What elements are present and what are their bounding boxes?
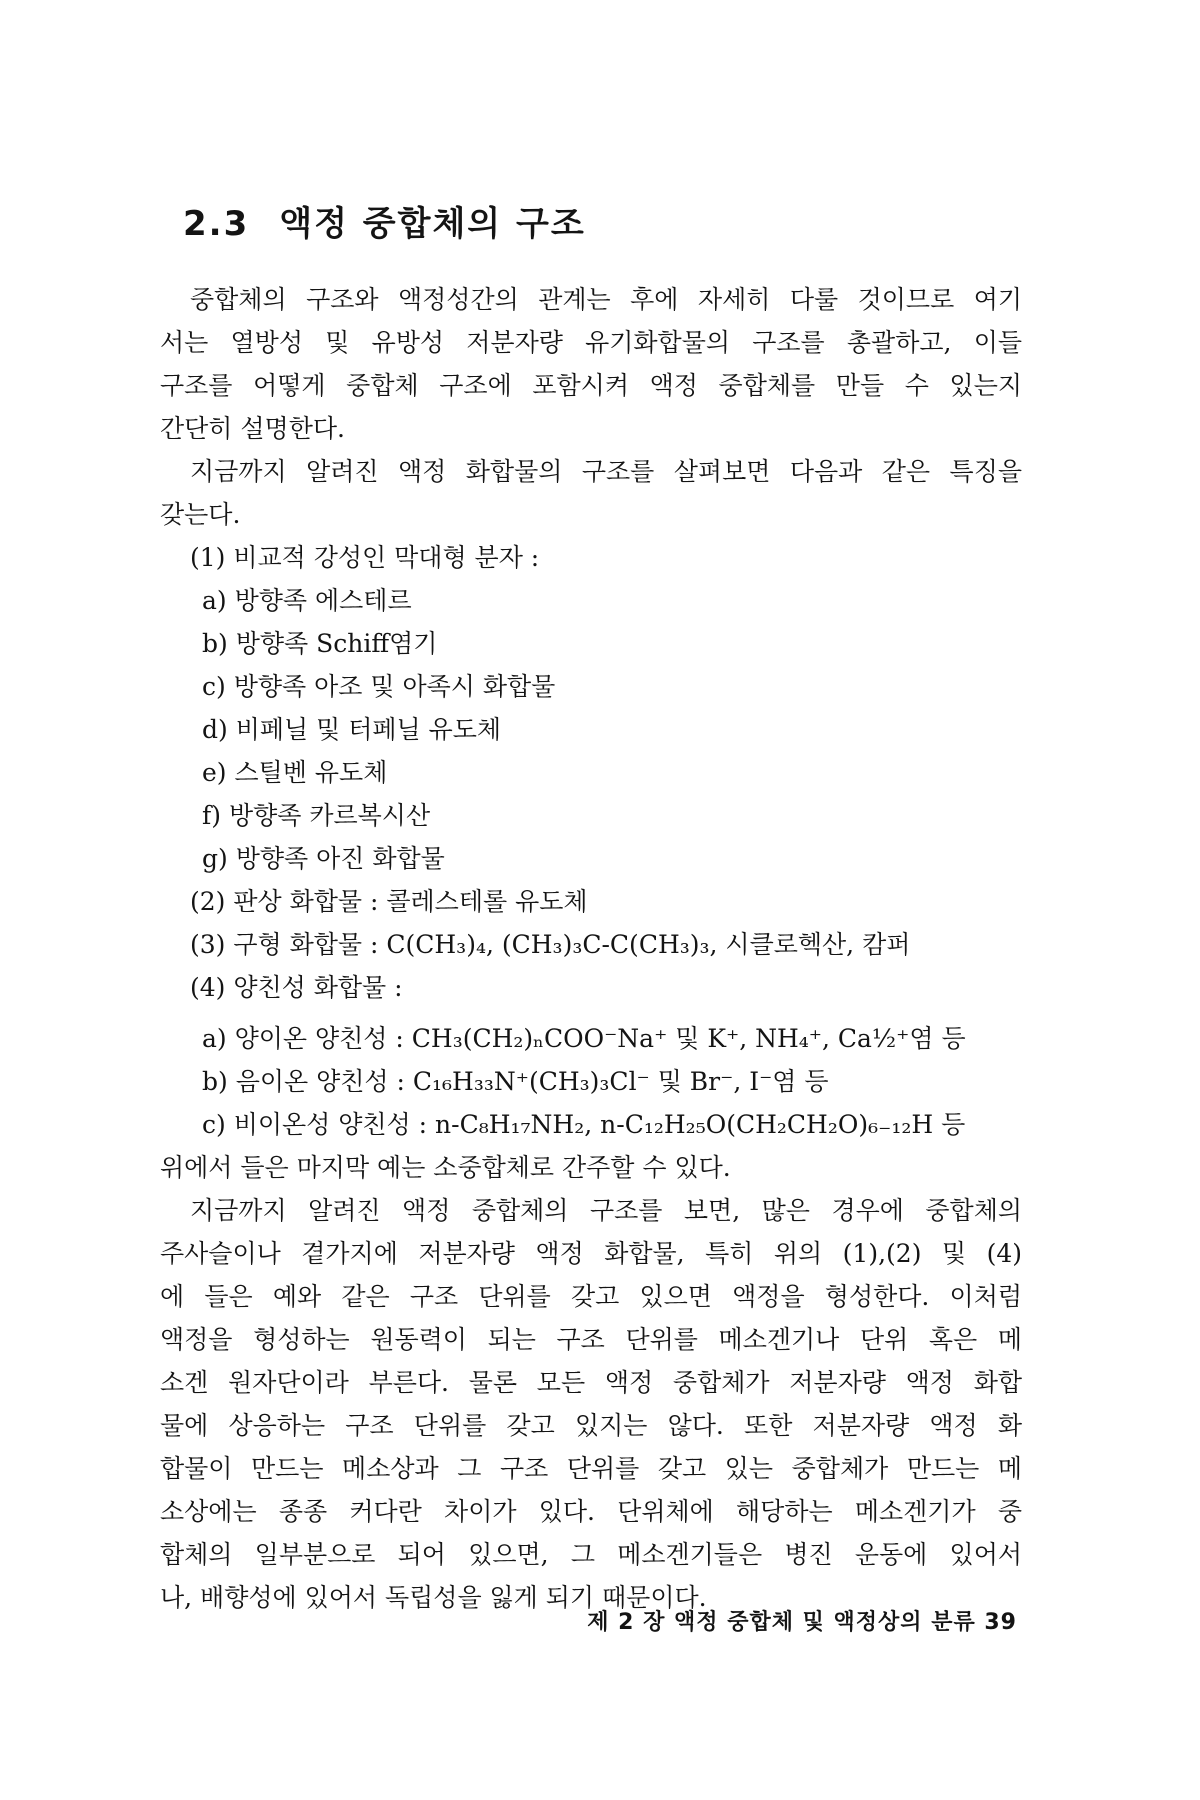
paragraph-line: 주사슬이나 곁가지에 저분자량 액정 화합물, 특히 위의 (1),(2) 및 (4) — [160, 1239, 1022, 1268]
paragraph-line: 에 들은 예와 같은 구조 단위를 갖고 있으면 액정을 형성한다. 이처럼 — [160, 1282, 1022, 1311]
spacer — [160, 1009, 1022, 1017]
paragraph-line: 합체의 일부분으로 되어 있으면, 그 메소겐기들은 병진 운동에 있어서 — [160, 1540, 1022, 1569]
sub-item: a) 양이온 양친성 : CH₃(CH₂)ₙCOO⁻Na⁺ 및 K⁺, NH₄⁺, Ca½⁺염 등 — [202, 1024, 966, 1053]
paragraph-line: 서는 열방성 및 유방성 저분자량 유기화합물의 구조를 총괄하고, 이들 — [160, 328, 1022, 357]
paragraph-line: 나, 배향성에 있어서 독립성을 잃게 되기 때문이다. — [160, 1583, 707, 1612]
paragraph-line: 물에 상응하는 구조 단위를 갖고 있지는 않다. 또한 저분자량 액정 화 — [160, 1411, 1022, 1440]
sub-item: g) 방향족 아진 화합물 — [202, 844, 445, 873]
closing-line: 위에서 들은 마지막 예는 소중합체로 간주할 수 있다. — [160, 1153, 731, 1182]
paragraph-line: 중합체의 구조와 액정성간의 관계는 후에 자세히 다룰 것이므로 여기 — [190, 285, 1022, 314]
paragraph-line: 소상에는 종종 커다란 차이가 있다. 단위체에 해당하는 메소겐기가 중 — [160, 1497, 1022, 1526]
sub-item: a) 방향족 에스테르 — [202, 586, 412, 615]
section-title: 액정 중합체의 구조 — [279, 204, 586, 244]
sub-item: f) 방향족 카르복시산 — [202, 801, 431, 830]
paragraph-line: 지금까지 알려진 액정 화합물의 구조를 살펴보면 다음과 같은 특징을 — [190, 457, 1022, 486]
list-item-4: (4) 양친성 화합물 : — [190, 973, 403, 1002]
sub-item: b) 방향족 Schiff염기 — [202, 629, 438, 658]
body-text — [160, 278, 1022, 1619]
sub-item: c) 비이온성 양친성 : n-C₈H₁₇NH₂, n-C₁₂H₂₅O(CH₂CH₂O)₆₋₁₂H 등 — [202, 1110, 966, 1139]
paragraph-line: 액정을 형성하는 원동력이 되는 구조 단위를 메소겐기나 단위 혹은 메 — [160, 1325, 1022, 1354]
paragraph-line: 갖는다. — [160, 500, 241, 529]
sub-item: c) 방향족 아조 및 아족시 화합물 — [202, 672, 556, 701]
section-number: 2.3 — [183, 204, 250, 244]
list-item-1: (1) 비교적 강성인 막대형 분자 : — [190, 543, 540, 572]
sub-item: d) 비페닐 및 터페닐 유도체 — [202, 715, 502, 744]
paragraph-line: 간단히 설명한다. — [160, 414, 345, 443]
paragraph-line: 구조를 어떻게 중합체 구조에 포함시켜 액정 중합체를 만들 수 있는지 — [160, 371, 1022, 400]
paragraph-line: 지금까지 알려진 액정 중합체의 구조를 보면, 많은 경우에 중합체의 — [190, 1196, 1022, 1225]
list-item-2: (2) 판상 화합물 : 콜레스테롤 유도체 — [190, 887, 588, 916]
sub-item: e) 스틸벤 유도체 — [202, 758, 388, 787]
list-item-3: (3) 구형 화합물 : C(CH₃)₄, (CH₃)₃C-C(CH₃)₃, 시클로헥산, 캄퍼 — [190, 930, 911, 959]
section-heading — [183, 196, 586, 245]
running-footer: 제 2 장 액정 중합체 및 액정상의 분류 39 — [587, 1610, 1017, 1635]
paragraph-line: 소겐 원자단이라 부른다. 물론 모든 액정 중합체가 저분자량 액정 화합 — [160, 1368, 1022, 1397]
sub-item: b) 음이온 양친성 : C₁₆H₃₃N⁺(CH₃)₃Cl⁻ 및 Br⁻, I⁻염 등 — [202, 1067, 829, 1096]
paragraph-line: 합물이 만드는 메소상과 그 구조 단위를 갖고 있는 중합체가 만드는 메 — [160, 1454, 1022, 1483]
